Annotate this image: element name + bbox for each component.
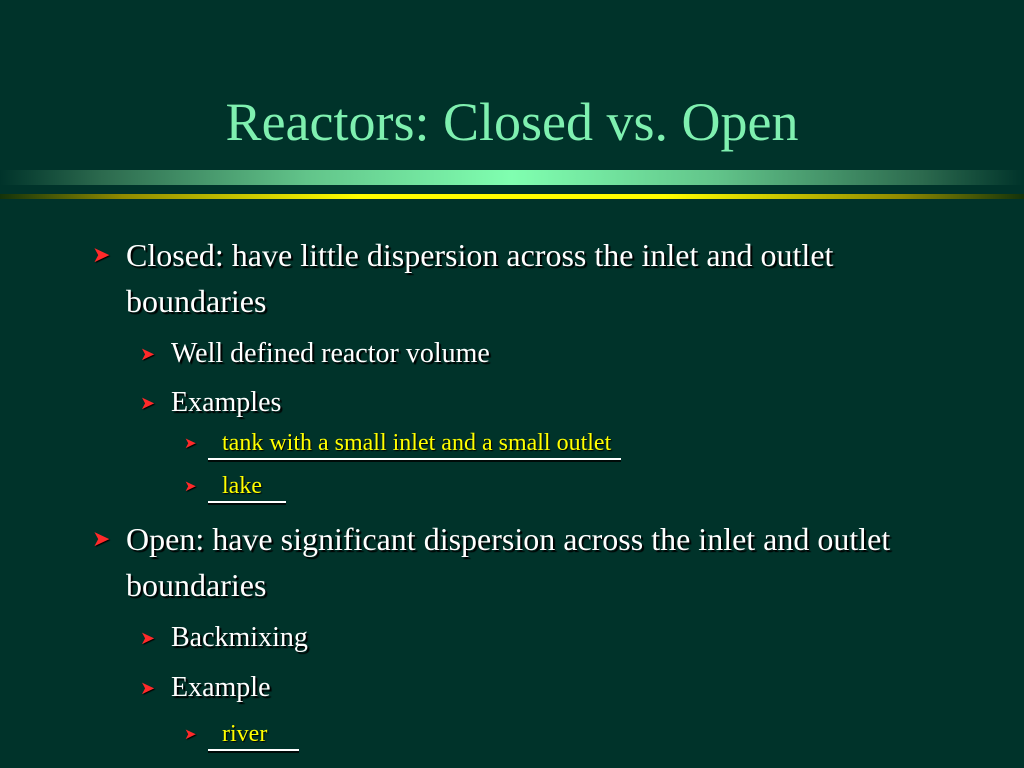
fill-in-blank-answer: tank with a small inlet and a small outlet [208, 428, 621, 460]
bullet-closed-text: Closed: have little dispersion across the inlet and outlet boundaries [126, 237, 834, 319]
slide-title: Reactors: Closed vs. Open [225, 92, 799, 152]
sub-bullet-text: Examples [171, 387, 282, 418]
example-item-river [184, 719, 299, 751]
sub-bullet-example [140, 668, 271, 708]
fill-in-blank-answer: lake [208, 471, 286, 503]
arrowhead-icon: ➤ [92, 242, 111, 267]
arrowhead-icon: ➤ [184, 727, 197, 743]
bullet-open-text: Open: have significant dispersion across the inlet and outlet boundaries [126, 521, 891, 603]
arrowhead-icon: ➤ [140, 678, 156, 698]
example-item-lake [184, 471, 286, 503]
sub-bullet-examples [140, 383, 281, 423]
sub-bullet-text: Example [171, 672, 271, 703]
arrowhead-icon: ➤ [140, 344, 156, 364]
arrowhead-icon: ➤ [140, 628, 156, 648]
example-item-tank [184, 428, 621, 460]
sub-bullet-backmixing [140, 618, 308, 658]
arrowhead-icon: ➤ [184, 479, 197, 495]
arrowhead-icon: ➤ [92, 526, 111, 551]
fill-in-blank-answer: river [208, 719, 299, 751]
bullet-closed [92, 232, 922, 324]
sub-bullet-text: Well defined reactor volume [171, 338, 490, 369]
sub-bullet-well-defined [140, 334, 490, 374]
bullet-open [92, 516, 922, 608]
arrowhead-icon: ➤ [184, 436, 197, 452]
sub-bullet-text: Backmixing [171, 622, 308, 653]
arrowhead-icon: ➤ [140, 393, 156, 413]
